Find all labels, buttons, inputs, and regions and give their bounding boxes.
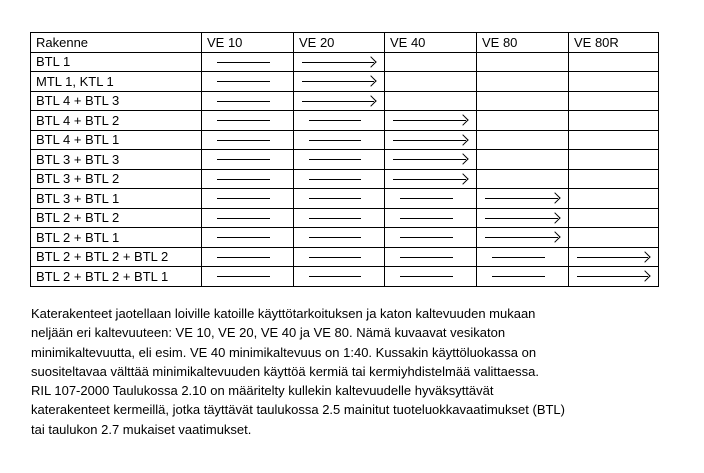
slope-class-table — [30, 32, 659, 287]
line-mark — [217, 101, 270, 102]
slope-cell — [477, 150, 569, 170]
slope-cell — [477, 72, 569, 92]
column-header-ve80r: VE 80R — [569, 33, 659, 53]
arrow-mark — [393, 179, 466, 180]
slope-cell — [477, 52, 569, 72]
slope-cell — [202, 150, 294, 170]
table-row — [31, 130, 659, 150]
slope-cell — [294, 150, 385, 170]
table-row — [31, 72, 659, 92]
line-mark — [217, 257, 270, 258]
slope-cell — [294, 208, 385, 228]
description-line: neljään eri kaltevuuteen: VE 10, VE 20, VE 40 ja VE 80. Nämä kuvaavat vesikaton — [31, 325, 506, 341]
slope-cell — [477, 228, 569, 248]
table-row — [31, 208, 659, 228]
slope-cell — [294, 111, 385, 131]
slope-cell — [477, 130, 569, 150]
structure-label: BTL 2 + BTL 2 — [31, 208, 202, 228]
slope-cell — [569, 228, 659, 248]
line-mark — [217, 218, 270, 219]
structure-label: BTL 2 + BTL 2 + BTL 1 — [31, 267, 202, 287]
line-mark — [309, 276, 361, 277]
slope-cell — [294, 247, 385, 267]
line-mark — [309, 159, 361, 160]
structure-label: BTL 2 + BTL 2 + BTL 2 — [31, 247, 202, 267]
arrow-mark — [302, 62, 374, 63]
line-mark — [400, 198, 453, 199]
line-mark — [400, 276, 453, 277]
description-line: suositeltavaa välttää minimikaltevuuden käyttöä kermiä tai kermiyhdistelmää valittaessa. — [31, 363, 539, 379]
table-row — [31, 228, 659, 248]
slope-cell — [202, 111, 294, 131]
slope-cell — [294, 169, 385, 189]
line-mark — [309, 218, 361, 219]
structure-label: BTL 1 — [31, 52, 202, 72]
slope-cell — [202, 91, 294, 111]
arrow-mark — [485, 237, 558, 238]
table-row — [31, 91, 659, 111]
arrow-mark — [393, 120, 466, 121]
line-mark — [309, 179, 361, 180]
line-mark — [217, 198, 270, 199]
slope-cell — [294, 91, 385, 111]
description-line: minimikaltevuutta, eli esim. VE 40 minimikaltevuus on 1:40. Kussakin käyttöluokassa on — [31, 344, 537, 360]
slope-cell — [385, 169, 477, 189]
line-mark — [492, 257, 545, 258]
slope-cell — [385, 208, 477, 228]
slope-cell — [477, 267, 569, 287]
arrow-mark — [485, 198, 558, 199]
description-paragraph — [31, 304, 691, 439]
column-header-ve10: VE 10 — [202, 33, 294, 53]
line-mark — [217, 120, 270, 121]
line-mark — [217, 276, 270, 277]
slope-cell — [385, 247, 477, 267]
arrow-mark — [577, 276, 648, 277]
line-mark — [309, 140, 361, 141]
slope-cell — [294, 72, 385, 92]
slope-cell — [385, 267, 477, 287]
slope-cell — [202, 228, 294, 248]
slope-cell — [569, 111, 659, 131]
slope-cell — [294, 130, 385, 150]
line-mark — [217, 140, 270, 141]
table-row — [31, 267, 659, 287]
line-mark — [309, 120, 361, 121]
description-line: tai taulukon 2.7 mukaiset vaatimukset. — [31, 421, 252, 437]
slope-cell — [385, 189, 477, 209]
slope-cell — [477, 111, 569, 131]
column-header-ve20: VE 20 — [294, 33, 385, 53]
structure-label: BTL 2 + BTL 1 — [31, 228, 202, 248]
line-mark — [217, 62, 270, 63]
table-row — [31, 52, 659, 72]
table-row — [31, 111, 659, 131]
slope-cell — [202, 247, 294, 267]
line-mark — [309, 257, 361, 258]
slope-cell — [385, 228, 477, 248]
slope-cell — [385, 91, 477, 111]
slope-cell — [202, 208, 294, 228]
slope-cell — [569, 189, 659, 209]
line-mark — [217, 159, 270, 160]
slope-cell — [294, 267, 385, 287]
structure-label: BTL 3 + BTL 1 — [31, 189, 202, 209]
column-header-ve80: VE 80 — [477, 33, 569, 53]
column-header-structure: Rakenne — [31, 33, 202, 53]
arrow-mark — [577, 257, 648, 258]
line-mark — [217, 81, 270, 82]
slope-cell — [477, 189, 569, 209]
table-row — [31, 169, 659, 189]
slope-cell — [477, 247, 569, 267]
slope-cell — [385, 111, 477, 131]
structure-label: BTL 4 + BTL 1 — [31, 130, 202, 150]
slope-cell — [385, 150, 477, 170]
slope-cell — [294, 189, 385, 209]
table-row — [31, 189, 659, 209]
column-header-ve40: VE 40 — [385, 33, 477, 53]
arrow-mark — [393, 159, 466, 160]
slope-cell — [569, 208, 659, 228]
slope-cell — [202, 267, 294, 287]
arrow-mark — [302, 81, 374, 82]
slope-cell — [385, 52, 477, 72]
line-mark — [217, 179, 270, 180]
slope-cell — [202, 169, 294, 189]
slope-cell — [477, 91, 569, 111]
slope-cell — [569, 72, 659, 92]
slope-cell — [569, 247, 659, 267]
structure-label: BTL 4 + BTL 3 — [31, 91, 202, 111]
slope-cell — [569, 52, 659, 72]
structure-label: BTL 3 + BTL 3 — [31, 150, 202, 170]
description-line: Katerakenteet jaotellaan loiville katoille käyttötarkoituksen ja katon kaltevuuden mukaan — [31, 306, 536, 321]
slope-cell — [569, 150, 659, 170]
description-line: katerakenteet kermeillä, jotka täyttävät taulukossa 2.5 mainitut tuoteluokkavaatimukset (BTL) — [31, 402, 565, 418]
slope-cell — [202, 72, 294, 92]
table-row — [31, 150, 659, 170]
arrow-mark — [302, 101, 374, 102]
slope-cell — [569, 267, 659, 287]
slope-cell — [385, 130, 477, 150]
line-mark — [400, 257, 453, 258]
slope-cell — [294, 52, 385, 72]
slope-cell — [294, 228, 385, 248]
structure-label: BTL 4 + BTL 2 — [31, 111, 202, 131]
line-mark — [309, 237, 361, 238]
slope-cell — [202, 52, 294, 72]
line-mark — [400, 237, 453, 238]
slope-cell — [569, 91, 659, 111]
table-row — [31, 247, 659, 267]
slope-cell — [202, 130, 294, 150]
table-body — [31, 52, 659, 286]
slope-cell — [385, 72, 477, 92]
arrow-mark — [485, 218, 558, 219]
structure-label: MTL 1, KTL 1 — [31, 72, 202, 92]
slope-cell — [569, 169, 659, 189]
description-line: RIL 107-2000 Taulukossa 2.10 on määritelty kullekin kaltevuudelle hyväksyttävät — [31, 383, 494, 399]
line-mark — [309, 198, 361, 199]
slope-cell — [477, 208, 569, 228]
line-mark — [492, 276, 545, 277]
line-mark — [400, 218, 453, 219]
structure-label: BTL 3 + BTL 2 — [31, 169, 202, 189]
slope-cell — [477, 169, 569, 189]
line-mark — [217, 237, 270, 238]
table-header-row — [31, 33, 659, 53]
slope-cell — [569, 130, 659, 150]
slope-cell — [202, 189, 294, 209]
arrow-mark — [393, 140, 466, 141]
